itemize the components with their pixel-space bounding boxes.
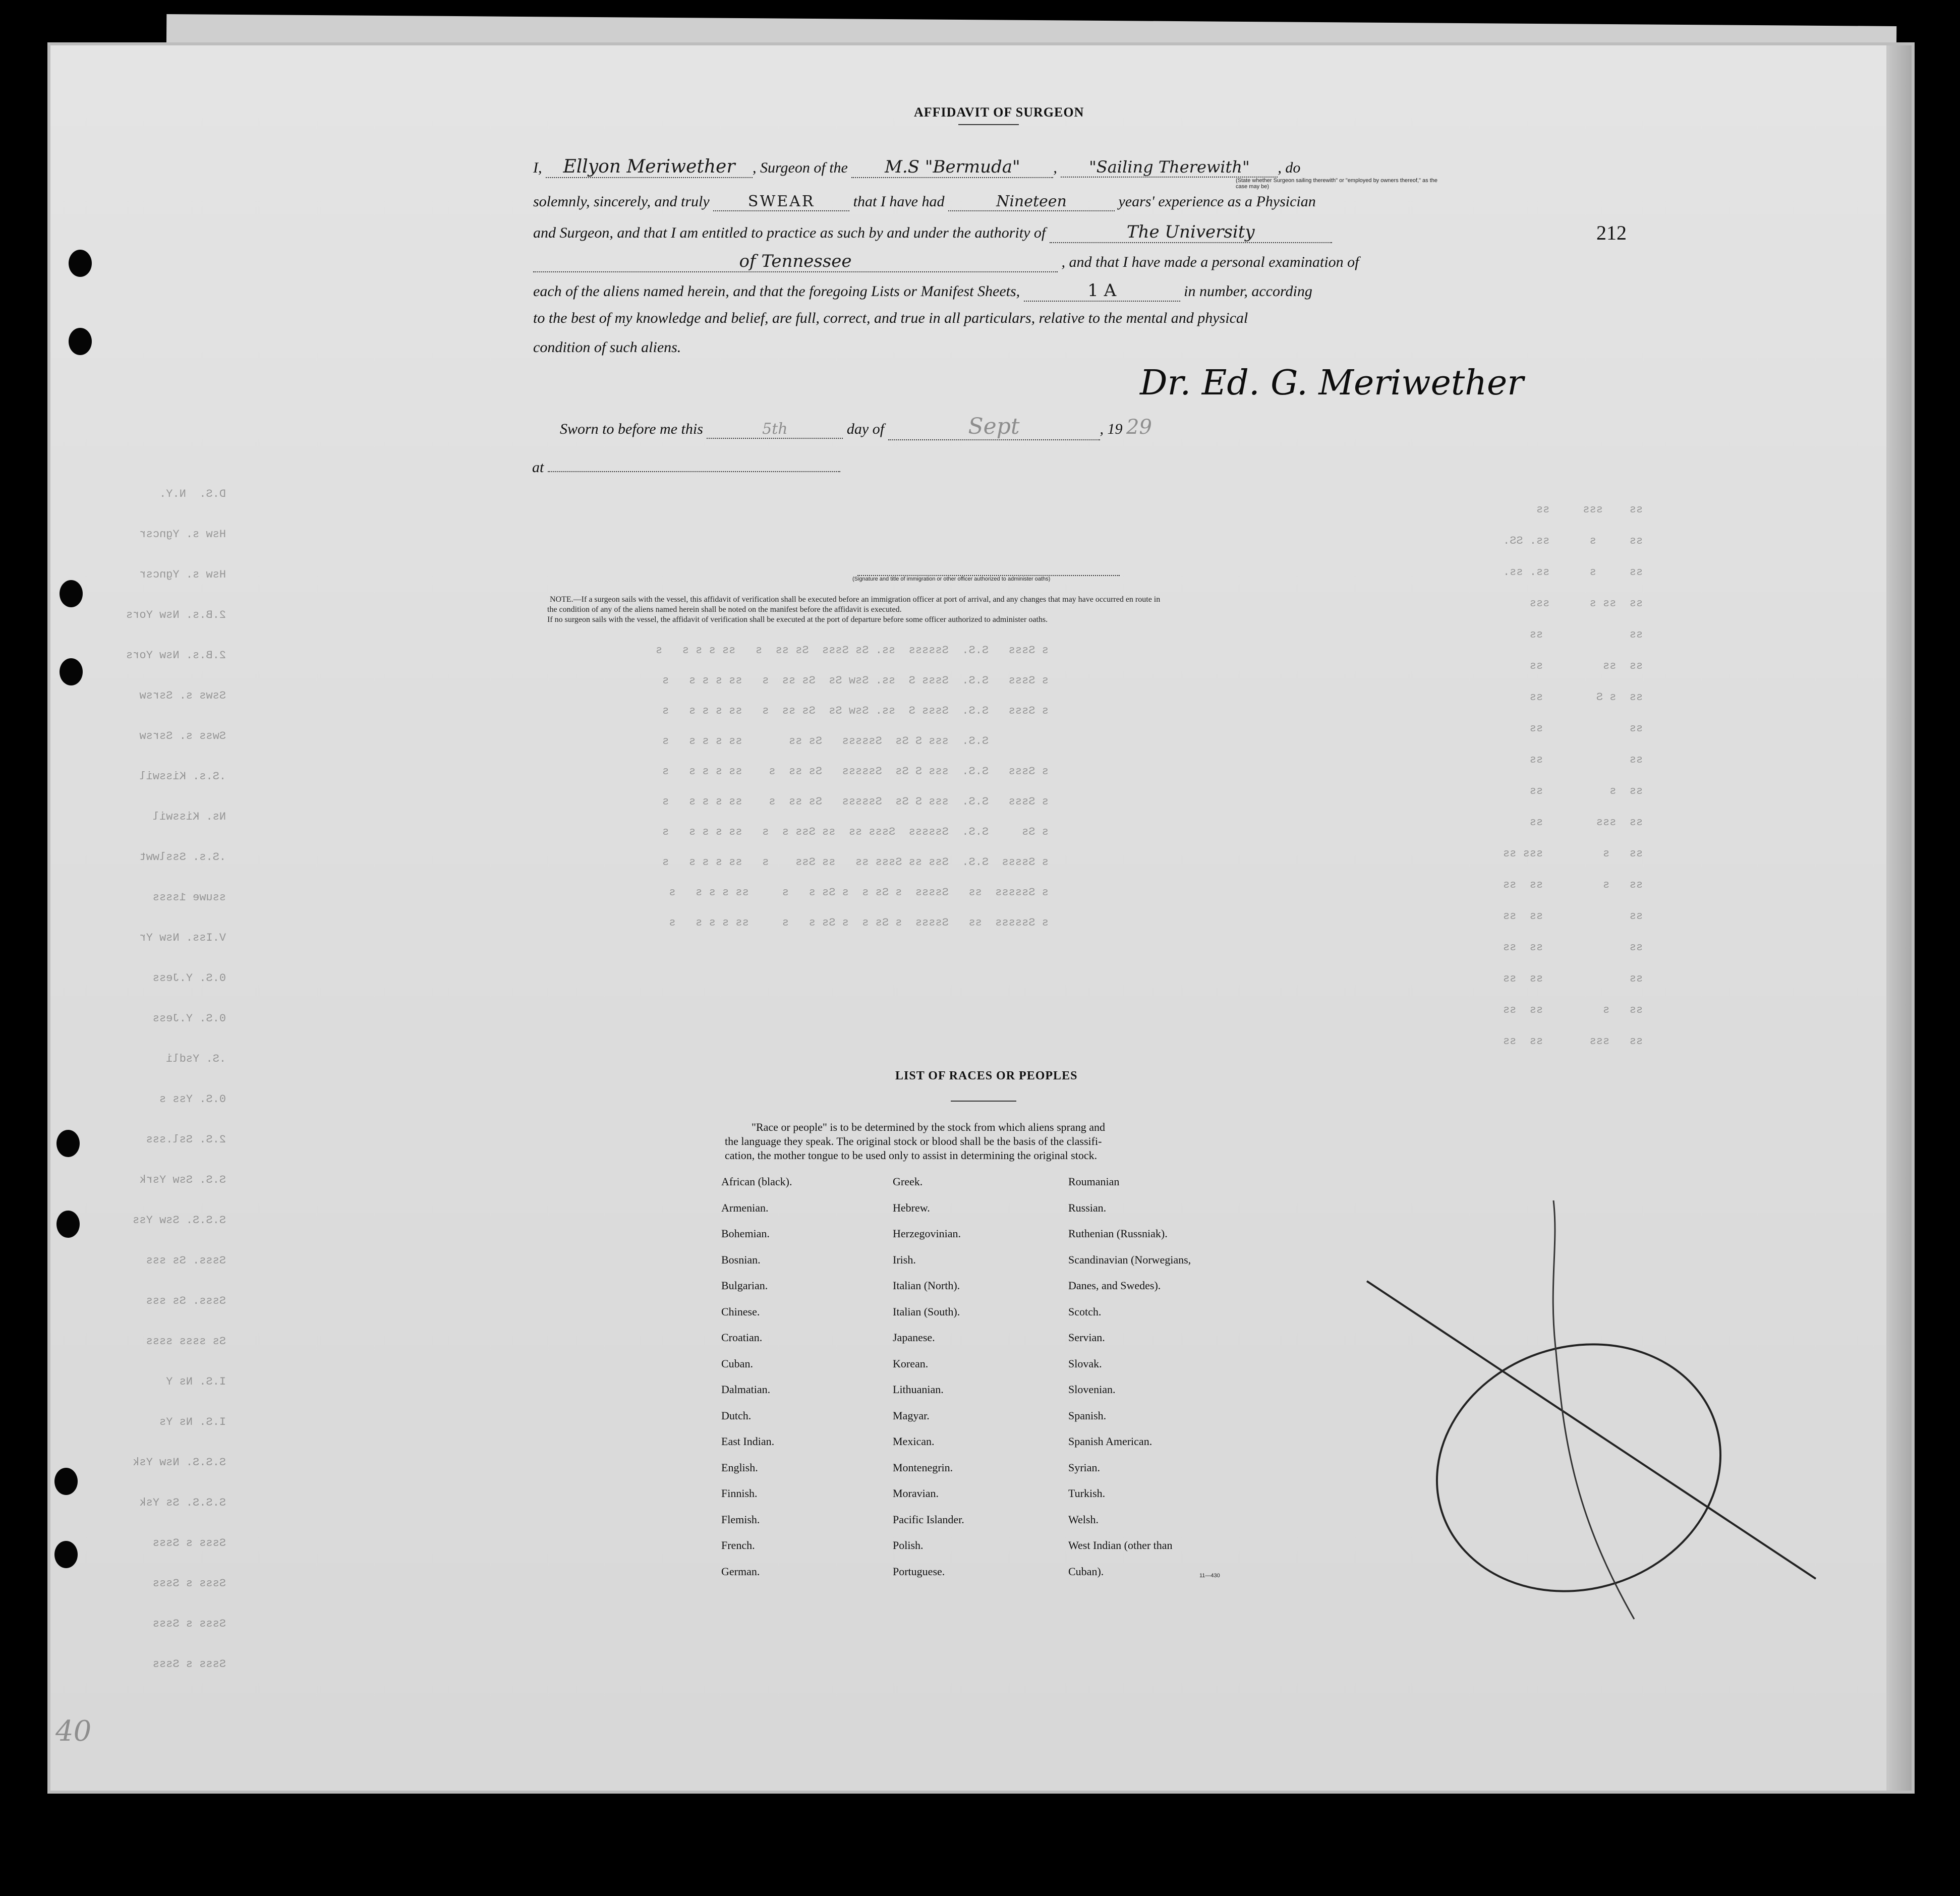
race-item: Greek. — [893, 1175, 923, 1188]
race-item: Hebrew. — [893, 1201, 930, 1214]
sailing-status-field: "Sailing Therewith" — [1061, 157, 1278, 178]
margin-mark: 40 — [55, 1715, 92, 1748]
race-item: Montenegrin. — [893, 1461, 953, 1474]
race-item: Moravian. — [893, 1487, 939, 1500]
binder-hole — [56, 1211, 80, 1238]
race-item: Welsh. — [1068, 1513, 1099, 1526]
race-item: East Indian. — [721, 1435, 775, 1448]
race-item: African (black). — [721, 1175, 792, 1188]
race-item: Herzegovinian. — [893, 1227, 961, 1240]
affidavit-line-7: condition of such aliens. — [533, 339, 681, 356]
at-line: at — [532, 459, 840, 476]
race-item: Chinese. — [721, 1305, 760, 1318]
pen-strike-mark — [1362, 1185, 1826, 1639]
race-item: Irish. — [893, 1253, 916, 1266]
binder-hole — [56, 1130, 80, 1157]
form-code: 11—430 — [1199, 1573, 1220, 1579]
race-item: Portuguese. — [893, 1565, 945, 1578]
sworn-month-field: Sept — [888, 414, 1100, 440]
races-intro-3: cation, the mother tongue to be used only to assist in determining the original stock. — [725, 1149, 1098, 1162]
page-edge — [1886, 45, 1912, 1791]
years-field: Nineteen — [948, 193, 1115, 211]
race-item: Spanish. — [1068, 1409, 1107, 1422]
binder-hole — [69, 328, 92, 355]
race-item: Roumanian — [1068, 1175, 1120, 1188]
oath-field: SWEAR — [713, 193, 849, 211]
at-field — [548, 471, 840, 472]
surgeon-name-field: Ellyon Meriwether — [546, 156, 753, 178]
authority-field-1: The University — [1050, 222, 1332, 243]
sworn-year-field: 29 — [1126, 416, 1152, 439]
affidavit-line-6: to the best of my knowledge and belief, are full, correct, and true in all particulars, relative to the mental and physical — [533, 310, 1248, 326]
binder-hole — [60, 580, 83, 607]
race-item: Japanese. — [893, 1331, 935, 1344]
affidavit-line-1: I, Ellyon Meriwether , Surgeon of the M.S "Bermuda" , "Sailing Therewith" , do — [533, 156, 1301, 177]
binder-hole — [54, 1468, 78, 1495]
race-item: Korean. — [893, 1357, 929, 1370]
binder-hole — [69, 250, 92, 277]
race-item: Slovak. — [1068, 1357, 1102, 1370]
race-item: Cuban. — [721, 1357, 753, 1370]
race-item: Croatian. — [721, 1331, 763, 1344]
bleed-through-left: D.S. N.Y. Hsw s. Ygncsr Hsw s. Ygncsr 2.B.s. Nsw Yors 2.B.s. Nsw Yors Ssws s. Ssrsw Swss s. Ssrsw .S.s. Kisswil Ns. Kisswil .S.s. Ssslwwt ssuwe 1ssss V.Iss. Nsw Yr 0.S. Y.Jess 0.S. Y.Jess .S. Ysdli 0.S. Yss s 2.S. Ssl.sss S.S. Ssw Ysrk S.S.S. Ssw Yss Ssss. Ss sss Ssss. Ss sss Ss ssss ssss I.S. Ns Y I.S. Ns Ys S.S.S. Nsw Ysk S.S.S. Ss Ysk Ssss s Ssss Ssss s Ssss Ssss s Ssss Ssss s Ssss — [126, 488, 226, 1671]
race-item: Scotch. — [1068, 1305, 1102, 1318]
affidavit-line-3: and Surgeon, and that I am entitled to practice as such by and under the authority of The University — [533, 222, 1332, 243]
race-item: Ruthenian (Russniak). — [1068, 1227, 1168, 1240]
race-item: Bohemian. — [721, 1227, 770, 1240]
race-item: Finnish. — [721, 1487, 758, 1500]
race-item: West Indian (other than — [1068, 1539, 1173, 1552]
race-item: Polish. — [893, 1539, 924, 1552]
race-item: Dalmatian. — [721, 1383, 771, 1396]
race-item: Slovenian. — [1068, 1383, 1116, 1396]
binder-hole — [54, 1541, 78, 1568]
races-title-underline — [951, 1101, 1016, 1102]
affidavit-title: AFFIDAVIT OF SURGEON — [914, 105, 1084, 120]
race-item: Dutch. — [721, 1409, 752, 1422]
race-item: Pacific Islander. — [893, 1513, 964, 1526]
races-title: LIST OF RACES OR PEOPLES — [895, 1069, 1078, 1082]
note-line-3: If no surgeon sails with the vessel, the affidavit of verification shall be executed at the port of departure before some officer authorized to administer oaths. — [547, 615, 1048, 624]
race-item: Flemish. — [721, 1513, 760, 1526]
race-item: Armenian. — [721, 1201, 769, 1214]
race-item: Cuban). — [1068, 1565, 1104, 1578]
race-item: Italian (South). — [893, 1305, 960, 1318]
binder-hole — [60, 658, 83, 685]
races-intro-2: the language they speak. The original stock or blood shall be the basis of the classifi- — [725, 1135, 1102, 1147]
race-item: Russian. — [1068, 1201, 1107, 1214]
race-item: English. — [721, 1461, 758, 1474]
note-line-1: NOTE.—If a surgeon sails with the vessel, this affidavit of verification shall be executed before an immigration officer at port of arrival, and any changes that may have occurred en route in — [550, 595, 1161, 604]
sworn-line: Sworn to before me this 5th day of Sept , 19 29 — [560, 414, 1152, 439]
race-item: Spanish American. — [1068, 1435, 1152, 1448]
race-item: Mexican. — [893, 1435, 935, 1448]
official-signature-field — [857, 565, 1120, 576]
official-caption: (Signature and title of immigration or other officer authorized to administer oaths) — [852, 576, 1051, 582]
race-item: Lithuanian. — [893, 1383, 944, 1396]
affidavit-line-4: of Tennessee , and that I have made a personal examination of — [533, 251, 1359, 272]
races-intro-1: "Race or people" is to be determined by the stock from which aliens sprang and — [752, 1121, 1105, 1133]
race-item: Italian (North). — [893, 1279, 960, 1292]
sheets-field: 1 A — [1024, 280, 1180, 302]
race-item: Servian. — [1068, 1331, 1105, 1344]
race-item: Bosnian. — [721, 1253, 761, 1266]
page-number: 212 — [1596, 221, 1627, 244]
race-item: Magyar. — [893, 1409, 930, 1422]
vessel-field: M.S "Bermuda" — [851, 157, 1053, 178]
race-item: Turkish. — [1068, 1487, 1106, 1500]
race-item: German. — [721, 1565, 760, 1578]
race-item: Bulgarian. — [721, 1279, 768, 1292]
race-item: Scandinavian (Norwegians, — [1068, 1253, 1191, 1266]
note-line-2: the condition of any of the aliens named herein shall be noted on the manifest before the affidavit is executed. — [547, 605, 902, 614]
race-item: French. — [721, 1539, 755, 1552]
surgeon-signature: Dr. Ed. G. Meriwether — [1140, 363, 1524, 403]
bleed-through-right: ss sss ss ss s ss. SS. ss s ss. ss. ss ss s sss ss ss ss ss ss ss s S ss ss ss ss ss ss s ss ss sss ss ss s sss ss ss s ss ss ss ss ss ss ss ss ss ss ss ss s ss ss ss sss ss ss — [1503, 503, 1643, 1048]
race-item: Syrian. — [1068, 1461, 1100, 1474]
affidavit-line-2: solemnly, sincerely, and truly SWEAR that I have had Nineteen years' experience as a Physician — [533, 193, 1316, 210]
race-item: Danes, and Swedes). — [1068, 1279, 1161, 1292]
sworn-day-field: 5th — [707, 420, 843, 439]
authority-field-2: of Tennessee — [533, 251, 1058, 272]
title-underline — [958, 124, 1019, 125]
bleed-through-center: s Ssss S.S. Ssssss ss. Ss Ssss Ss ss s ss s s s s s Ssss S.S. Ssss S ss. Ssw Ss Ss ss s ss s s s s s Ssss S.S. Ssss S ss. Ssw Ss Ss ss s ss s s s s S.S. sss S Ss Ssssss Ss ss ss s s s s s Ssss S.S. sss S Ss Ssssss Ss ss s ss s s s s s Ssss S.S. sss S Ss Ssssss Ss ss s ss s s s s s Ss S.S. Ssssss Ssss ss ss Sss s s ss s s s s s Sssss S.S. Sss ss Ssss ss ss Sss s ss s s s s s Ssssss ss Sssss s Ss s s Ss s s ss s s s s s Ssssss ss Sssss s Ss s s Ss s s ss s s s s — [656, 644, 1049, 929]
affidavit-line-5: each of the aliens named herein, and that the foregoing Lists or Manifest Sheets, 1 A in number, according — [533, 280, 1312, 301]
state-note: (State whether Surgeon sailing therewith" or "employed by owners thereof," as the case may be) — [1236, 178, 1437, 190]
